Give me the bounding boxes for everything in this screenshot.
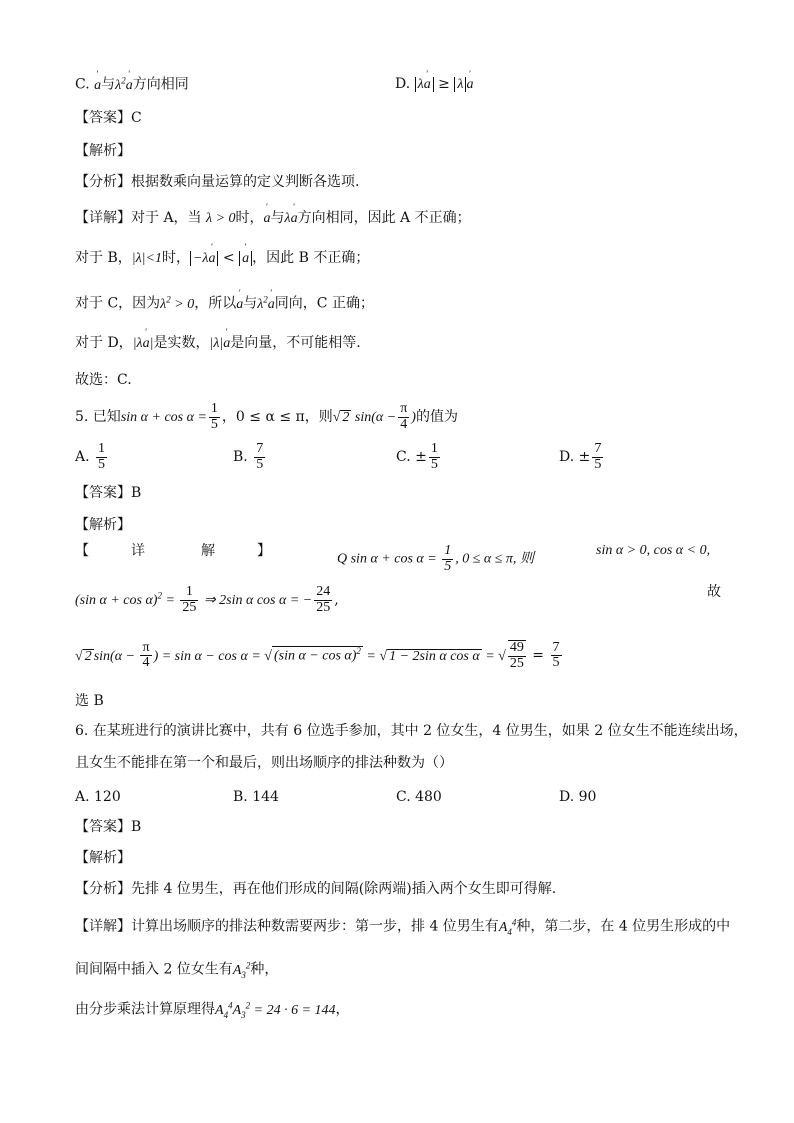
q6-detail-1: 【详解】计算出场顺序的排法种数需要两步：第一步，排 4 位男生有$A_4^4$种，第二步，在 4 位男生形成的中 [75, 917, 731, 937]
q5-detail-1: 【 详 解 】 Q sin α + cos α = $\frac{1}{5}$ , 0 ≤ α ≤ π, 则 sin α > 0, cos α < 0, [75, 543, 711, 574]
q4-for-c: 对于 C，因为$\lambda^2 > 0$，所以' a与$\lambda^2'$ a同向，C 正确； [75, 295, 374, 312]
q6-stem-1: 6. 在某班进行的演讲比赛中，共有 6 位选手参加，其中 2 位女生，4 位男生，如果 2 位女生不能连续出场， [75, 723, 748, 739]
q5-option-b: B. $\frac{7}{5}$ [233, 441, 264, 472]
q4-analysis: 【解析】 [75, 143, 131, 159]
q6-option-c: C. 480 [396, 789, 442, 805]
q4-for-b: 对于 B，|λ|<1时， −λ' a < ' a ，因此 B 不正确； [75, 251, 369, 266]
q6-option-b: B. 144 [233, 789, 279, 805]
q5-option-c: C. ± $\frac{1}{5}$ [396, 441, 438, 472]
q5-detail-3: √ 2 sin(α − $\frac{\pi}{4}$ ) = sin α − cos α = √ (sin α − cos α)$^2$ = √ 1 − 2sin α cos α = √ $\frac{49}{25}$ = $\frac{7}{5}$ [75, 639, 560, 671]
q4-option-d: D. λ' a ≥ λ' a [395, 76, 473, 93]
q6-answer: 【答案】B [75, 819, 142, 835]
q5-stem: 5. 已知sin α + cos α = $\frac{1}{5}$ ，0 ≤ α ≤ π，则√ 2 sin(α − $\frac{\pi}{4}$ )的值为 [75, 401, 458, 432]
q5-answer: 【答案】B [75, 485, 142, 501]
q6-fenxi: 【分析】先排 4 位男生，再在他们形成的间隔(除两端)插入两个女生即可得解. [75, 881, 557, 897]
q6-option-d: D. 90 [559, 789, 597, 805]
q4-detail: 【详解】对于 A，当 λ > 0时，' a与λ' a方向相同，因此 A 不正确； [75, 211, 471, 226]
q4-answer: 【答案】C [75, 110, 142, 126]
q5-detail-2: (sin α + cos α)$^2$ = $\frac{1}{25}$ ⇒ 2sin α cos α = − $\frac{24}{25}$ , 故 [75, 584, 721, 615]
q6-analysis: 【解析】 [75, 850, 131, 866]
q6-detail-3: 由分步乘法计算原理得$A_4^4A_3^2 = 24 \cdot 6 = 144$， [75, 1000, 350, 1020]
q5-conclusion: 选 B [75, 693, 104, 709]
vector-a: ' a [94, 78, 101, 93]
q4-fenxi: 【分析】根据数乘向量运算的定义判断各选项. [75, 174, 360, 190]
q4-conclusion: 故选：C. [75, 372, 132, 388]
q6-detail-2: 间间隔中插入 2 位女生有$A_3^2$种， [75, 960, 279, 980]
q5-analysis: 【解析】 [75, 517, 131, 533]
q6-stem-2: 且女生不能排在第一个和最后，则出场顺序的排法种数为（） [75, 755, 453, 771]
q6-option-a: A. 120 [75, 789, 121, 805]
q4-option-c: C. ' a与$\lambda^2'$ a方向相同 [75, 76, 189, 93]
q5-option-a: A. $\frac{1}{5}$ [75, 441, 106, 472]
q5-option-d: D. ± $\frac{7}{5}$ [559, 441, 602, 472]
q4-for-d: 对于 D，|λ' a|是实数，|λ|' a是向量，不可能相等. [75, 336, 361, 351]
